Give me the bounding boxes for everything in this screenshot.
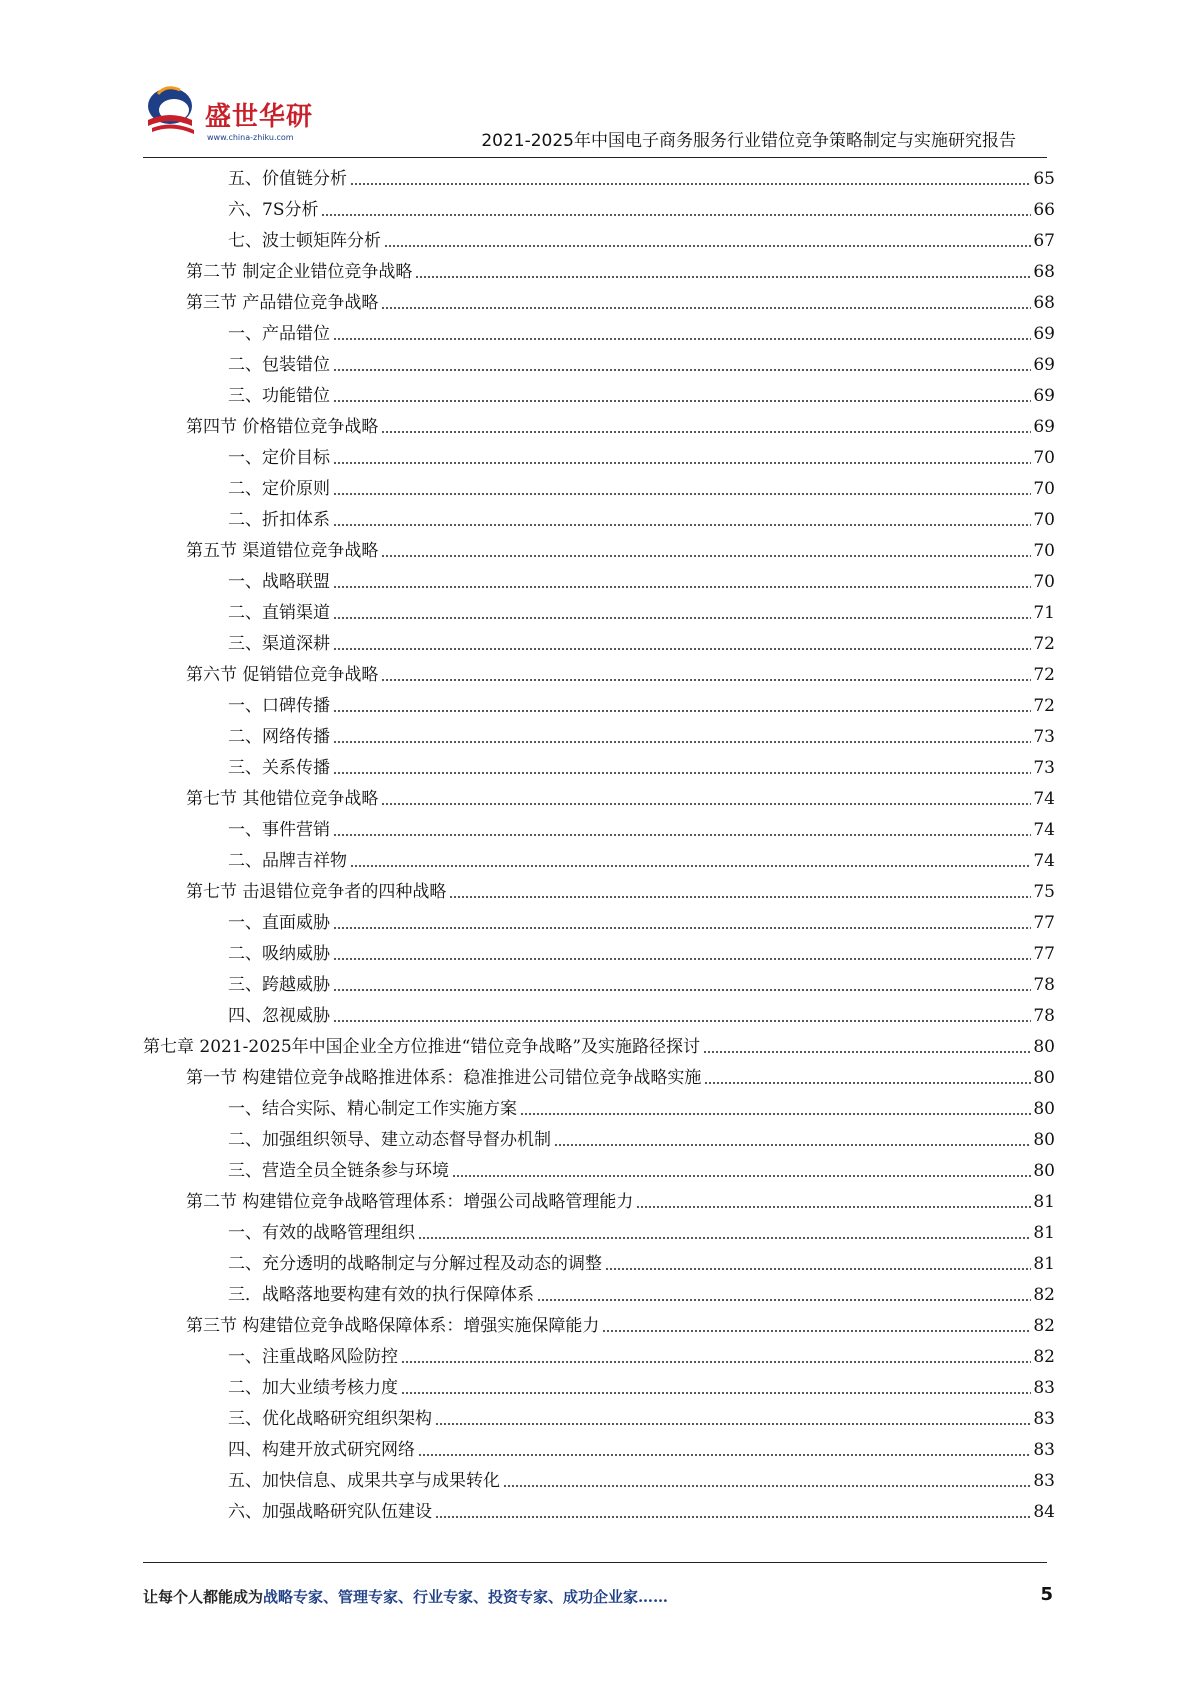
toc-dot-leader [554,1144,1031,1146]
toc-entry-title: 一、产品错位 [228,324,330,344]
toc-entry[interactable] [228,501,1055,532]
toc-entry-title: 二、品牌吉祥物 [228,851,347,871]
toc-entry[interactable] [228,222,1055,253]
toc-dot-leader [333,493,1031,495]
toc-entry-title: 一、口碑传播 [228,696,330,716]
toc-dot-leader [333,369,1031,371]
toc-entry[interactable] [228,1400,1055,1431]
toc-entry-title: 七、波士顿矩阵分析 [228,231,381,251]
toc-dot-leader [384,245,1031,247]
toc-entry-page: 70 [1033,572,1055,592]
toc-entry-title: 六、7S分析 [228,200,319,220]
toc-entry[interactable] [228,1338,1055,1369]
toc-entry-page: 84 [1033,1502,1055,1522]
toc-entry[interactable] [228,1214,1055,1245]
toc-entry-title: 二、加强组织领导、建立动态督导督办机制 [228,1130,551,1150]
toc-entry-page: 68 [1033,293,1055,313]
toc-entry-page: 70 [1033,541,1055,561]
toc-dot-leader [418,1237,1031,1239]
toc-entry[interactable] [228,904,1055,935]
toc-entry[interactable] [228,997,1055,1028]
toc-entry[interactable] [228,1276,1055,1307]
page-header [0,0,1191,160]
toc-dot-leader [333,400,1031,402]
toc-entry-page: 69 [1033,417,1055,437]
toc-entry-page: 73 [1033,727,1055,747]
toc-entry[interactable] [186,408,1055,439]
toc-entry[interactable] [228,687,1055,718]
toc-dot-leader [381,307,1031,309]
toc-entry-title: 五、加快信息、成果共享与成果转化 [228,1471,500,1491]
toc-entry-title: 二、充分透明的战略制定与分解过程及动态的调整 [228,1254,602,1274]
toc-entry-title: 第七节 其他错位竞争战略 [186,789,379,809]
toc-entry-page: 82 [1033,1285,1055,1305]
toc-entry[interactable] [228,439,1055,470]
toc-entry-title: 四、构建开放式研究网络 [228,1440,415,1460]
toc-entry-page: 66 [1033,200,1055,220]
toc-entry-page: 69 [1033,355,1055,375]
toc-entry-title: 四、忽视威胁 [228,1006,330,1026]
toc-entry[interactable] [228,749,1055,780]
toc-entry-title: 第六节 促销错位竞争战略 [186,665,379,685]
toc-entry[interactable] [228,1369,1055,1400]
toc-dot-leader [381,431,1031,433]
toc-entry-title: 二、网络传播 [228,727,330,747]
toc-dot-leader [333,834,1031,836]
toc-entry-page: 83 [1033,1440,1055,1460]
toc-entry[interactable] [228,346,1055,377]
footer-slogan [143,1586,668,1607]
toc-dot-leader [381,679,1031,681]
toc-entry-title: 三、关系传播 [228,758,330,778]
toc-entry[interactable] [186,1059,1055,1090]
toc-dot-leader [401,1392,1031,1394]
toc-entry-title: 二、加大业绩考核力度 [228,1378,398,1398]
toc-entry[interactable] [228,966,1055,997]
toc-entry-page: 74 [1033,789,1055,809]
toc-entry-title: 六、加强战略研究队伍建设 [228,1502,432,1522]
toc-entry-title: 第三节 构建错位竞争战略保障体系：增强实施保障能力 [186,1316,600,1336]
toc-entry-title: 二、直销渠道 [228,603,330,623]
toc-entry[interactable] [228,842,1055,873]
toc-dot-leader [401,1361,1031,1363]
toc-entry-title: 第七节 击退错位竞争者的四种战略 [186,882,447,902]
toc-dot-leader [333,989,1031,991]
toc-entry[interactable] [186,873,1055,904]
toc-entry[interactable] [228,594,1055,625]
toc-entry-page: 74 [1033,851,1055,871]
toc-entry[interactable] [186,284,1055,315]
slogan-suffix: …… [638,1588,669,1606]
toc-entry[interactable] [186,1183,1055,1214]
toc-entry-page: 72 [1033,665,1055,685]
toc-dot-leader [435,1423,1031,1425]
toc-dot-leader [321,214,1031,216]
slogan-emphasis: 战略专家、管理专家、行业专家、投资专家、成功企业家 [263,1588,639,1606]
page-number: 5 [1040,1584,1053,1605]
toc-entry-title: 一、直面威胁 [228,913,330,933]
toc-entry-page: 77 [1033,913,1055,933]
toc-dot-leader [333,741,1031,743]
toc-entry-page: 72 [1033,634,1055,654]
toc-entry-title: 第二节 制定企业错位竞争战略 [186,262,413,282]
toc-entry-title: 第五节 渠道错位竞争战略 [186,541,379,561]
toc-dot-leader [333,617,1031,619]
toc-entry[interactable] [186,532,1055,563]
toc-entry-page: 73 [1033,758,1055,778]
toc-dot-leader [350,865,1031,867]
toc-dot-leader [333,958,1031,960]
toc-entry-title: 一、定价目标 [228,448,330,468]
toc-dot-leader [452,1175,1031,1177]
toc-dot-leader [333,927,1031,929]
toc-entry-title: 一、战略联盟 [228,572,330,592]
toc-entry-page: 74 [1033,820,1055,840]
toc-entry-title: 第三节 产品错位竞争战略 [186,293,379,313]
toc-entry-page: 83 [1033,1409,1055,1429]
toc-entry[interactable] [186,253,1055,284]
toc-entry-page: 83 [1033,1471,1055,1491]
toc-entry-title: 第七章 2021-2025年中国企业全方位推进“错位竞争战略”及实施路径探讨 [143,1037,701,1057]
toc-entry-page: 78 [1033,975,1055,995]
toc-dot-leader [503,1485,1031,1487]
document-title: 2021-2025年中国电子商务服务行业错位竞争策略制定与实施研究报告 [481,131,1016,151]
toc-entry-page: 81 [1033,1254,1055,1274]
toc-entry-page: 81 [1033,1192,1055,1212]
logo-brand-text: 盛世华研 [205,102,314,132]
toc-dot-leader [333,1020,1031,1022]
toc-entry-title: 三、功能错位 [228,386,330,406]
toc-entry[interactable] [228,625,1055,656]
toc-entry-title: 一、结合实际、精心制定工作实施方案 [228,1099,517,1119]
toc-entry[interactable] [228,377,1055,408]
toc-dot-leader [520,1113,1031,1115]
toc-entry-title: 三．战略落地要构建有效的执行保障体系 [228,1285,534,1305]
toc-entry-page: 82 [1033,1316,1055,1336]
toc-entry[interactable] [186,780,1055,811]
toc-entry-page: 70 [1033,510,1055,530]
toc-entry-page: 80 [1033,1037,1055,1057]
toc-dot-leader [703,1051,1031,1053]
toc-dot-leader [381,555,1031,557]
toc-dot-leader [350,183,1031,185]
toc-entry[interactable] [228,718,1055,749]
toc-entry-title: 二、定价原则 [228,479,330,499]
toc-entry-title: 第二节 构建错位竞争战略管理体系：增强公司战略管理能力 [186,1192,634,1212]
toc-entry-page: 70 [1033,448,1055,468]
toc-entry[interactable] [228,563,1055,594]
toc-dot-leader [636,1206,1031,1208]
toc-entry-page: 70 [1033,479,1055,499]
toc-entry[interactable] [228,1090,1055,1121]
toc-dot-leader [435,1516,1031,1518]
toc-entry[interactable] [228,1431,1055,1462]
toc-entry-page: 78 [1033,1006,1055,1026]
toc-dot-leader [537,1299,1031,1301]
toc-entry-title: 一、有效的战略管理组织 [228,1223,415,1243]
header-divider [143,157,1047,158]
toc-entry-page: 72 [1033,696,1055,716]
toc-entry-title: 三、跨越威胁 [228,975,330,995]
toc-entry-title: 三、渠道深耕 [228,634,330,654]
toc-entry-title: 第一节 构建错位竞争战略推进体系：稳准推进公司错位竞争战略实施 [186,1068,702,1088]
toc-entry-page: 80 [1033,1068,1055,1088]
toc-dot-leader [449,896,1031,898]
toc-entry[interactable] [228,811,1055,842]
toc-dot-leader [333,648,1031,650]
toc-entry-page: 69 [1033,324,1055,344]
toc-dot-leader [704,1082,1031,1084]
toc-dot-leader [602,1330,1031,1332]
toc-entry-page: 67 [1033,231,1055,251]
toc-entry-title: 一、注重战略风险防控 [228,1347,398,1367]
toc-entry[interactable] [228,191,1055,222]
toc-entry-page: 75 [1033,882,1055,902]
toc-entry-title: 一、事件营销 [228,820,330,840]
toc-entry[interactable] [186,1307,1055,1338]
toc-entry-title: 第四节 价格错位竞争战略 [186,417,379,437]
toc-entry-page: 83 [1033,1378,1055,1398]
toc-entry-page: 81 [1033,1223,1055,1243]
toc-entry-page: 80 [1033,1161,1055,1181]
toc-dot-leader [333,586,1031,588]
toc-entry-page: 82 [1033,1347,1055,1367]
toc-dot-leader [333,462,1031,464]
toc-entry-title: 二、折扣体系 [228,510,330,530]
toc-entry[interactable] [228,160,1055,191]
toc-entry-page: 69 [1033,386,1055,406]
footer-divider [143,1562,1047,1563]
toc-dot-leader [605,1268,1031,1270]
toc-entry-title: 二、吸纳威胁 [228,944,330,964]
toc-dot-leader [381,803,1031,805]
toc-entry-page: 80 [1033,1099,1055,1119]
toc-dot-leader [333,772,1031,774]
toc-entry[interactable] [228,1462,1055,1493]
toc-entry-title: 三、优化战略研究组织架构 [228,1409,432,1429]
toc-entry[interactable] [143,1028,1055,1059]
toc-entry-page: 65 [1033,169,1055,189]
toc-entry-page: 77 [1033,944,1055,964]
toc-dot-leader [418,1454,1031,1456]
toc-entry[interactable] [228,1152,1055,1183]
toc-entry[interactable] [186,656,1055,687]
toc-entry[interactable] [228,470,1055,501]
toc-entry-title: 二、包装错位 [228,355,330,375]
toc-entry[interactable] [228,935,1055,966]
toc-entry-page: 80 [1033,1130,1055,1150]
toc-entry[interactable] [228,1121,1055,1152]
slogan-prefix: 让每个人都能成为 [143,1588,264,1606]
toc-entry-page: 71 [1033,603,1055,623]
logo-url-text: www.china-zhiku.com [207,133,294,142]
toc-entry[interactable] [228,1245,1055,1276]
toc-entry[interactable] [228,315,1055,346]
toc-dot-leader [333,524,1031,526]
toc-dot-leader [333,710,1031,712]
toc-entry[interactable] [228,1493,1055,1524]
toc-entry-page: 68 [1033,262,1055,282]
toc-dot-leader [333,338,1031,340]
toc-dot-leader [415,276,1031,278]
toc-entry-title: 三、营造全员全链条参与环境 [228,1161,449,1181]
toc-entry-title: 五、价值链分析 [228,169,347,189]
